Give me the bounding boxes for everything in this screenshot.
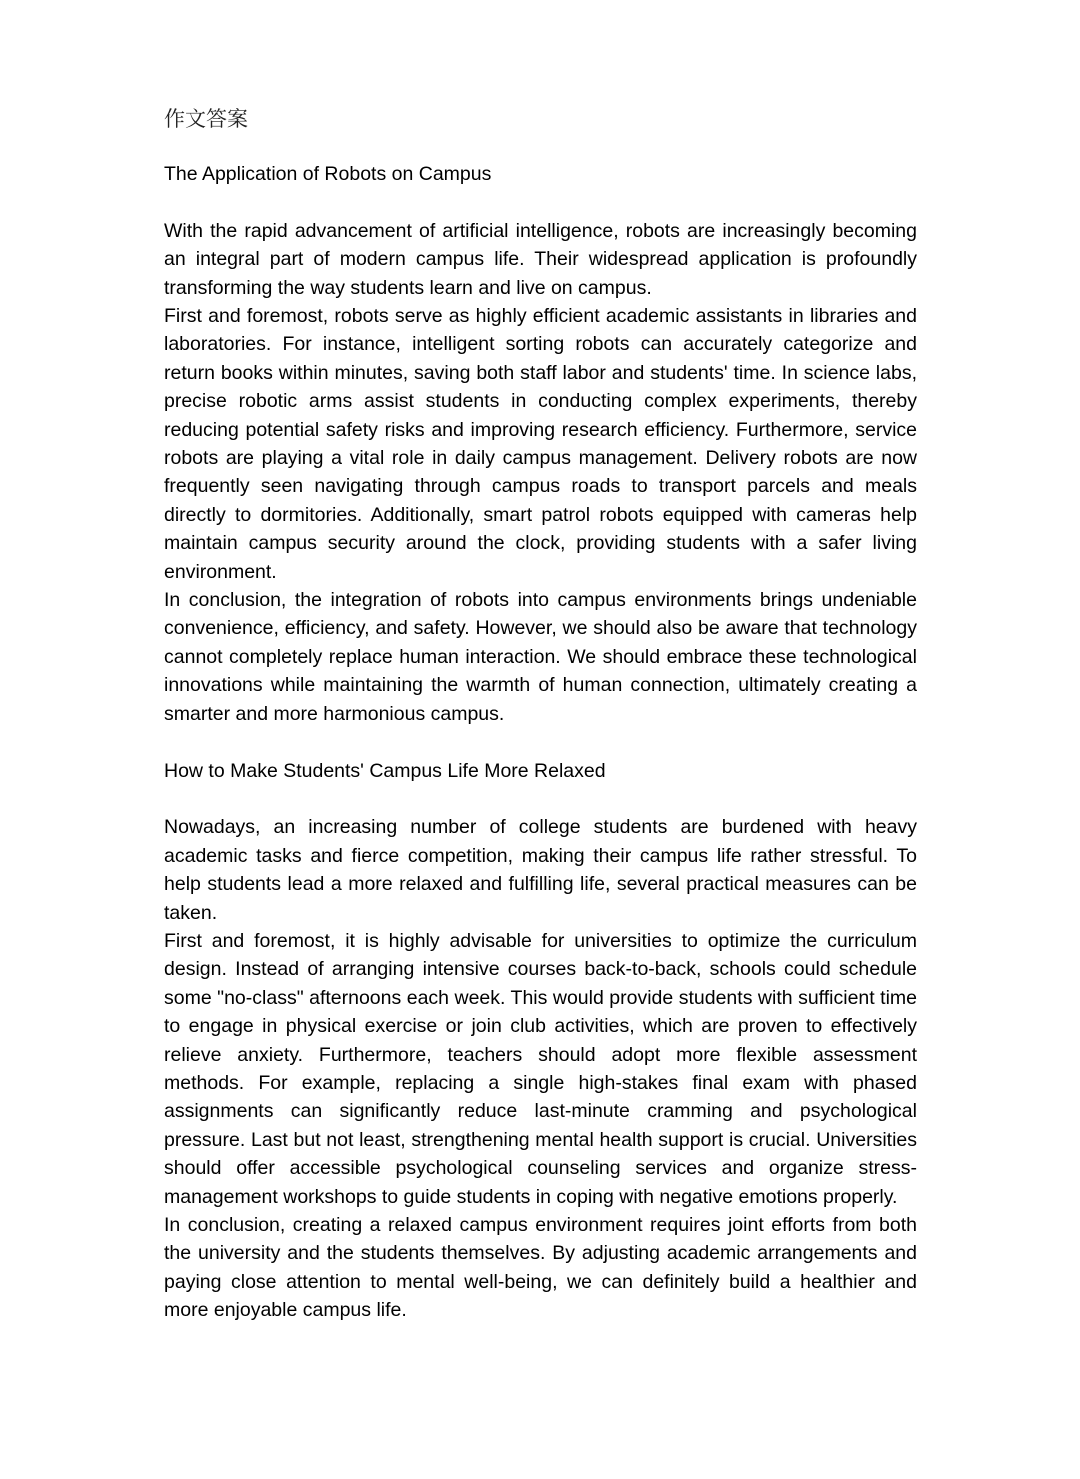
document-heading: 作文答案 — [164, 107, 248, 131]
essay-relaxed-campus — [164, 757, 917, 1325]
essay-paragraph: Nowadays, an increasing number of college students are burdened with heavy academic tasks and fierce competition, making their campus life rather stressful. To help students lead a more relaxed and fulfilling life, several practical measures can be taken. — [164, 816, 917, 924]
essay-title: How to Make Students' Campus Life More Relaxed — [164, 759, 606, 782]
essay-paragraph: In conclusion, creating a relaxed campus environment requires joint efforts from both the university and the students themselves. By adjusting academic arrangements and paying close attention to mental well-being, we can definitely build a healthier and more enjoyable campus life. — [164, 1213, 917, 1322]
essay-title: The Application of Robots on Campus — [164, 163, 492, 185]
essay-paragraph: First and foremost, robots serve as highly efficient academic assistants in libraries and laboratories. For instance, intelligent sorting robots can accurately categorize and return books within minutes, saving both staff labor and students' time. In science labs, precise robotic arms assist students in conducting complex experiments, thereby reducing potential safety risks and improving research efficiency. Furthermore, service robots are playing a vital role in daily campus management. Delivery robots are now frequently seen navigating through campus roads to transport parcels and meals directly to dormitories. Additionally, smart patrol robots equipped with cameras help maintain campus security around the clock, providing students with a safer living environment. — [164, 305, 917, 583]
essay-paragraph: With the rapid advancement of artificial intelligence, robots are increasingly becoming an integral part of modern campus life. Their widespread application is profoundly transforming the way students learn and live on campus. — [164, 219, 917, 299]
document-page — [164, 100, 917, 1353]
essay-robots — [164, 160, 917, 728]
essay-paragraph: In conclusion, the integration of robots into campus environments brings undeniable convenience, efficiency, and safety. However, we should also be aware that technology cannot completely replace human interaction. We should embrace these technological innovations while maintaining the warmth of human connection, ultimately creating a smarter and more harmonious campus. — [164, 589, 917, 725]
essay-paragraph: First and foremost, it is highly advisable for universities to optimize the curriculum design. Instead of arranging intensive courses back-to-back, schools could schedule some "no-class" afternoons each week. This would provide students with sufficient time to engage in physical exercise or join club activities, which are proven to effectively relieve anxiety. Furthermore, teachers should adopt more flexible assessment methods. For example, replacing a single high-stakes final exam with phased assignments can significantly reduce last-minute cramming and psychological pressure. Last but not least, strengthening mental health support is crucial. Universities should offer accessible psychological counseling services and organize stress-management workshops to guide students in coping with negative emotions properly. — [164, 929, 917, 1208]
